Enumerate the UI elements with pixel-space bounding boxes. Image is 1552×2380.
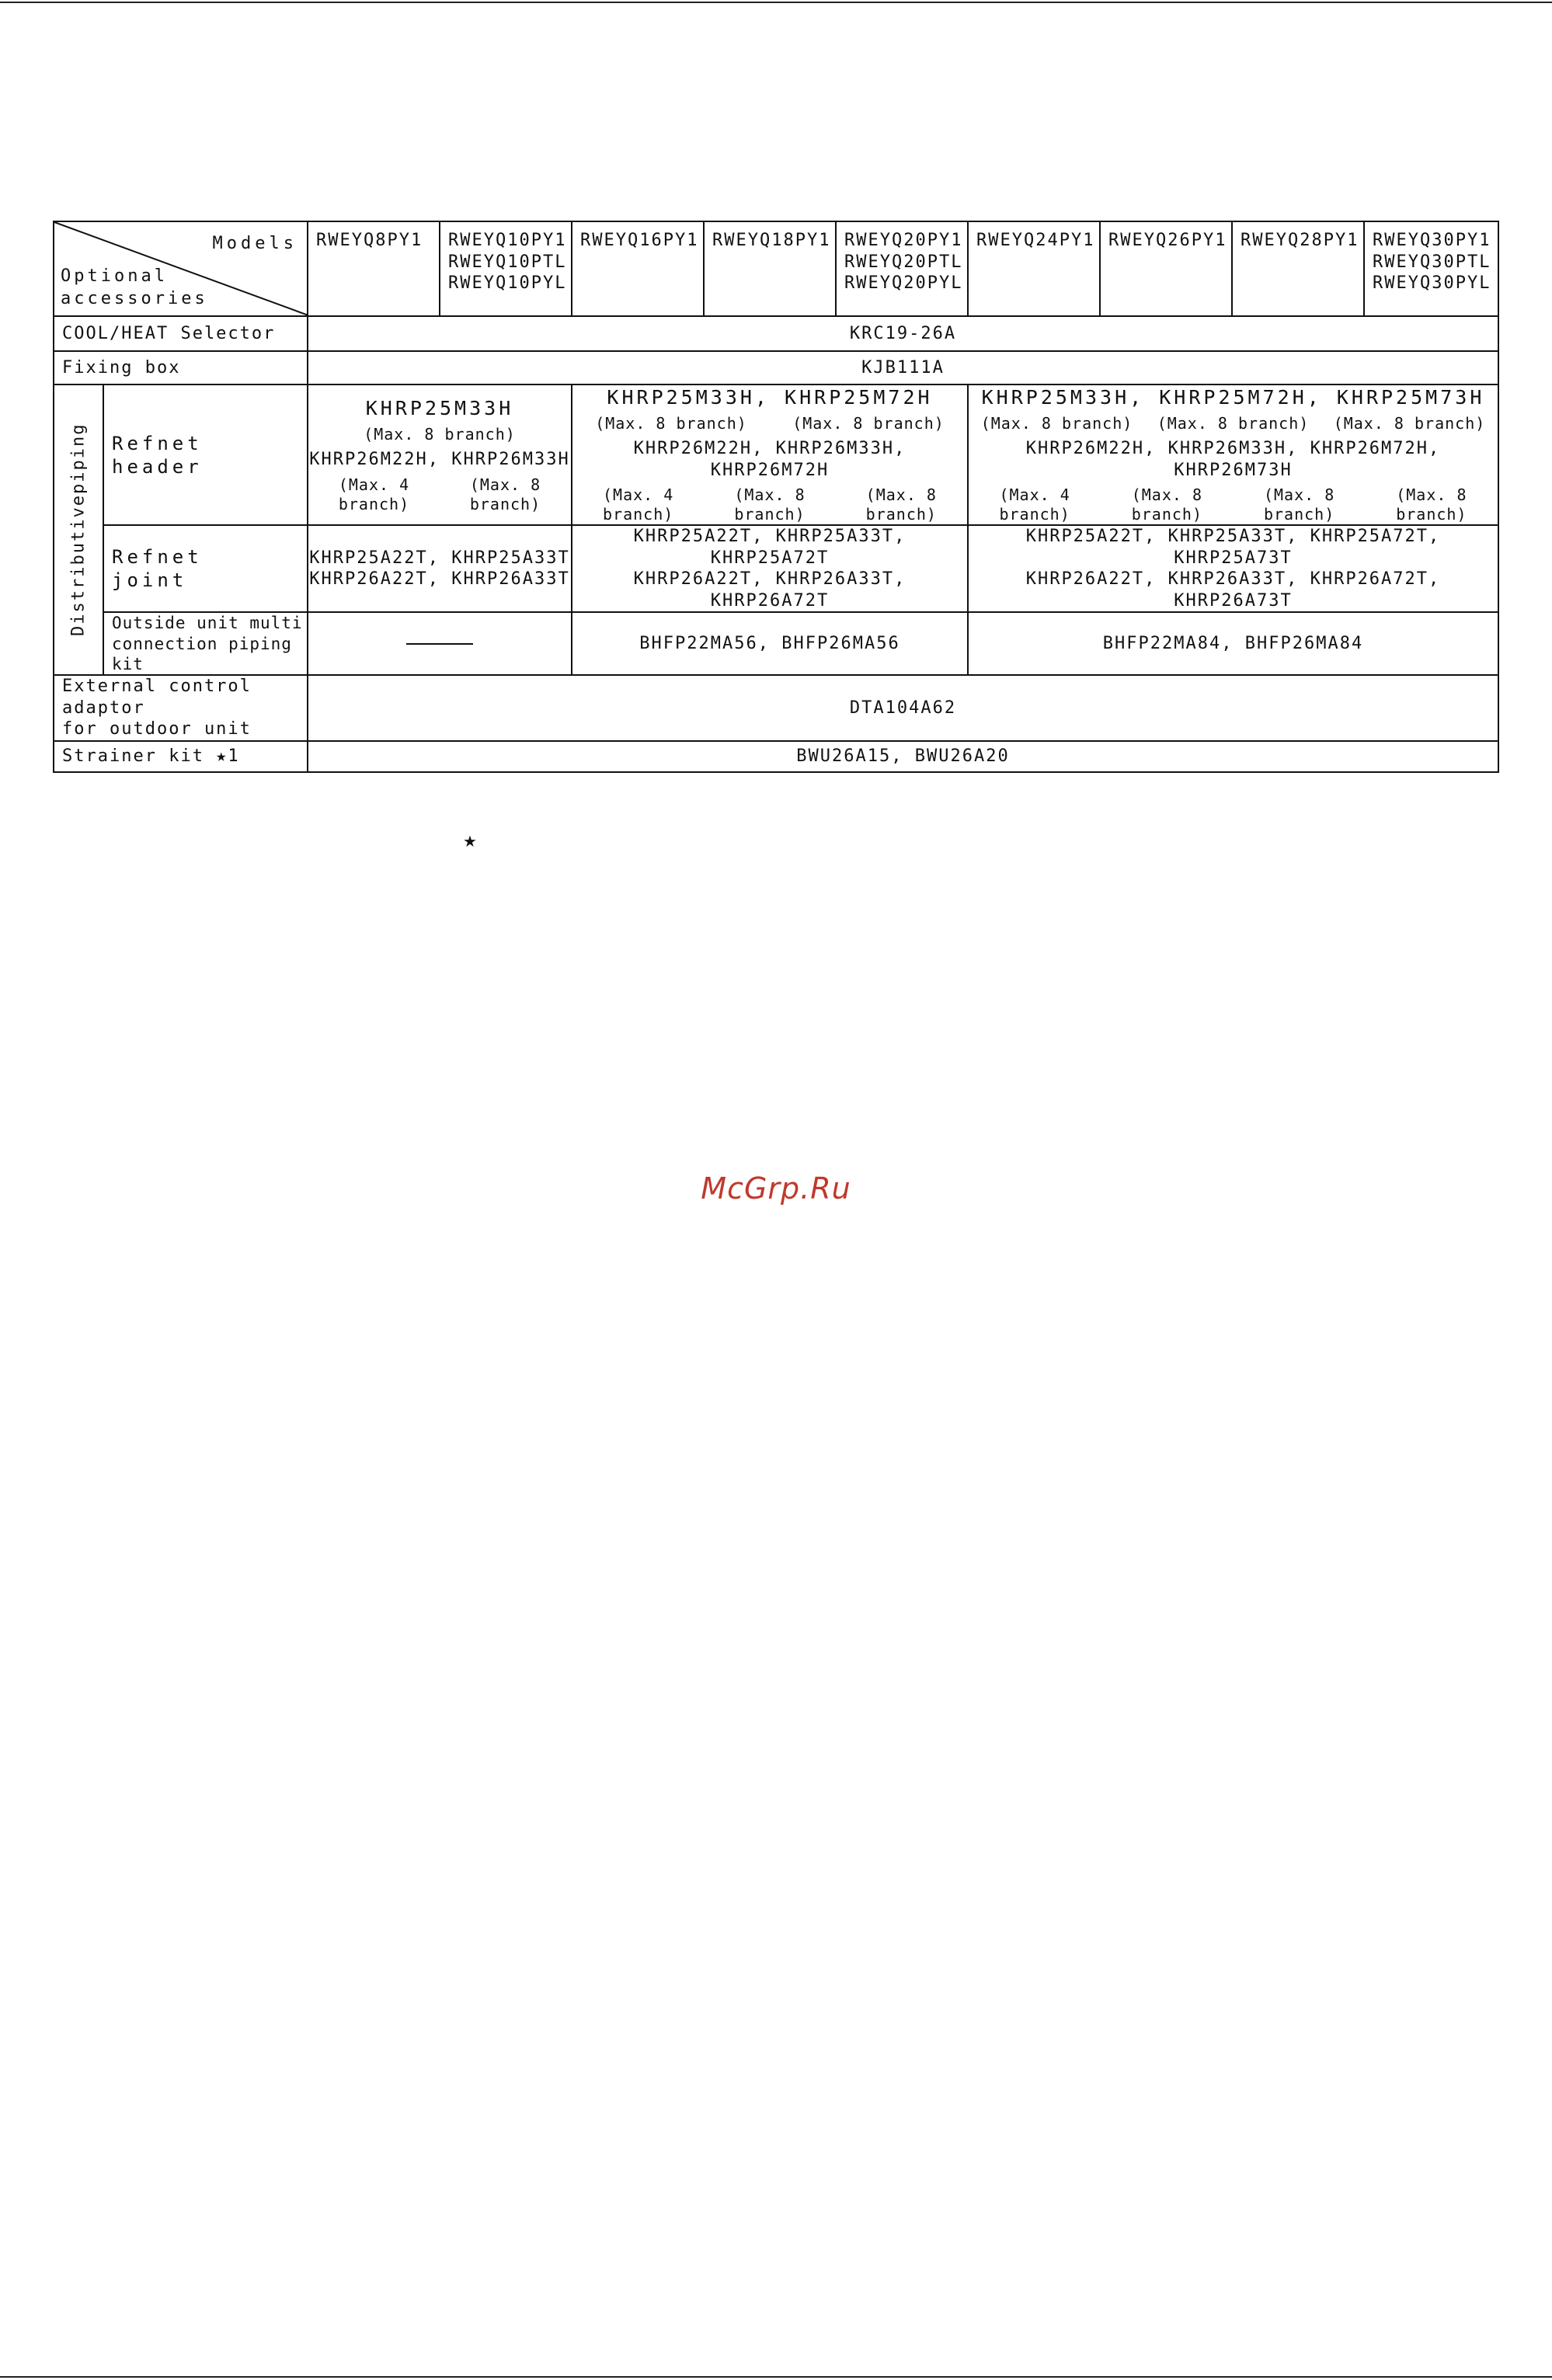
strainer-kit-value: BWU26A15, BWU26A20 — [308, 741, 1498, 772]
model-header-5: RWEYQ20PY1 RWEYQ20PTL RWEYQ20PYL — [836, 221, 968, 316]
optional-accessories-label: Optional accessories — [61, 266, 208, 309]
cool-heat-selector-label: COOL/HEAT Selector — [54, 316, 308, 351]
outside-unit-multi-group-3: BHFP22MA84, BHFP26MA84 — [968, 612, 1498, 675]
fixing-box-label: Fixing box — [54, 351, 308, 384]
cool-heat-selector-value: KRC19-26A — [308, 316, 1498, 351]
fixing-box-value: KJB111A — [308, 351, 1498, 384]
model-header-2: RWEYQ10PY1 RWEYQ10PTL RWEYQ10PYL — [440, 221, 572, 316]
outside-unit-multi-group-2: BHFP22MA56, BHFP26MA56 — [572, 612, 968, 675]
external-adaptor-label: External control adaptor for outdoor unit — [54, 675, 308, 741]
top-rule — [0, 2, 1552, 3]
model-header-8: RWEYQ28PY1 — [1232, 221, 1364, 316]
refnet-header-label: Refnet header — [103, 384, 308, 525]
distributive-piping-label: Distributive piping — [54, 384, 103, 675]
strainer-kit-label: Strainer kit ★1 — [54, 741, 308, 772]
model-header-4: RWEYQ18PY1 — [704, 221, 836, 316]
models-label: Models — [212, 234, 298, 253]
footnote-star-icon: ★ — [463, 832, 477, 851]
refnet-header-group-3: KHRP25M33H, KHRP25M72H, KHRP25M73H (Max. 8 branch) (Max. 8 branch) (Max. 8 branch) KHRP26M22H, KHRP26M33H, KHRP26M72H, KHRP26M73H (Max. 4 branch) (Max. 8 branch) (Max. 8 branch) (Max. 8 branch) — [968, 384, 1498, 525]
not-applicable-dash — [406, 643, 473, 645]
model-header-7: RWEYQ26PY1 — [1100, 221, 1232, 316]
model-header-1: RWEYQ8PY1 — [308, 221, 440, 316]
refnet-joint-group-2: KHRP25A22T, KHRP25A33T, KHRP25A72T KHRP26A22T, KHRP26A33T, KHRP26A72T — [572, 525, 968, 612]
external-adaptor-value: DTA104A62 — [308, 675, 1498, 741]
outside-unit-multi-label: Outside unit multi connection piping kit — [103, 612, 308, 675]
header-corner-cell — [54, 221, 308, 316]
model-header-9: RWEYQ30PY1 RWEYQ30PTL RWEYQ30PYL — [1364, 221, 1498, 316]
watermark-text: McGrp.Ru — [701, 1171, 851, 1206]
refnet-header-group-1: KHRP25M33H (Max. 8 branch) KHRP26M22H, KHRP26M33H (Max. 4 branch) (Max. 8 branch) — [308, 384, 572, 525]
refnet-header-group-2: KHRP25M33H, KHRP25M72H (Max. 8 branch) (Max. 8 branch) KHRP26M22H, KHRP26M33H, KHRP26M72H (Max. 4 branch) (Max. 8 branch) (Max. 8 branch) — [572, 384, 968, 525]
optional-accessories-table — [53, 221, 1499, 773]
refnet-joint-group-1: KHRP25A22T, KHRP25A33T KHRP26A22T, KHRP26A33T — [308, 525, 572, 612]
bottom-rule — [0, 2376, 1552, 2378]
refnet-joint-group-3: KHRP25A22T, KHRP25A33T, KHRP25A72T, KHRP25A73T KHRP26A22T, KHRP26A33T, KHRP26A72T, KHRP26A73T — [968, 525, 1498, 612]
model-header-3: RWEYQ16PY1 — [572, 221, 704, 316]
refnet-joint-label: Refnet joint — [103, 525, 308, 612]
outside-unit-multi-group-1 — [308, 612, 572, 675]
model-header-6: RWEYQ24PY1 — [968, 221, 1100, 316]
